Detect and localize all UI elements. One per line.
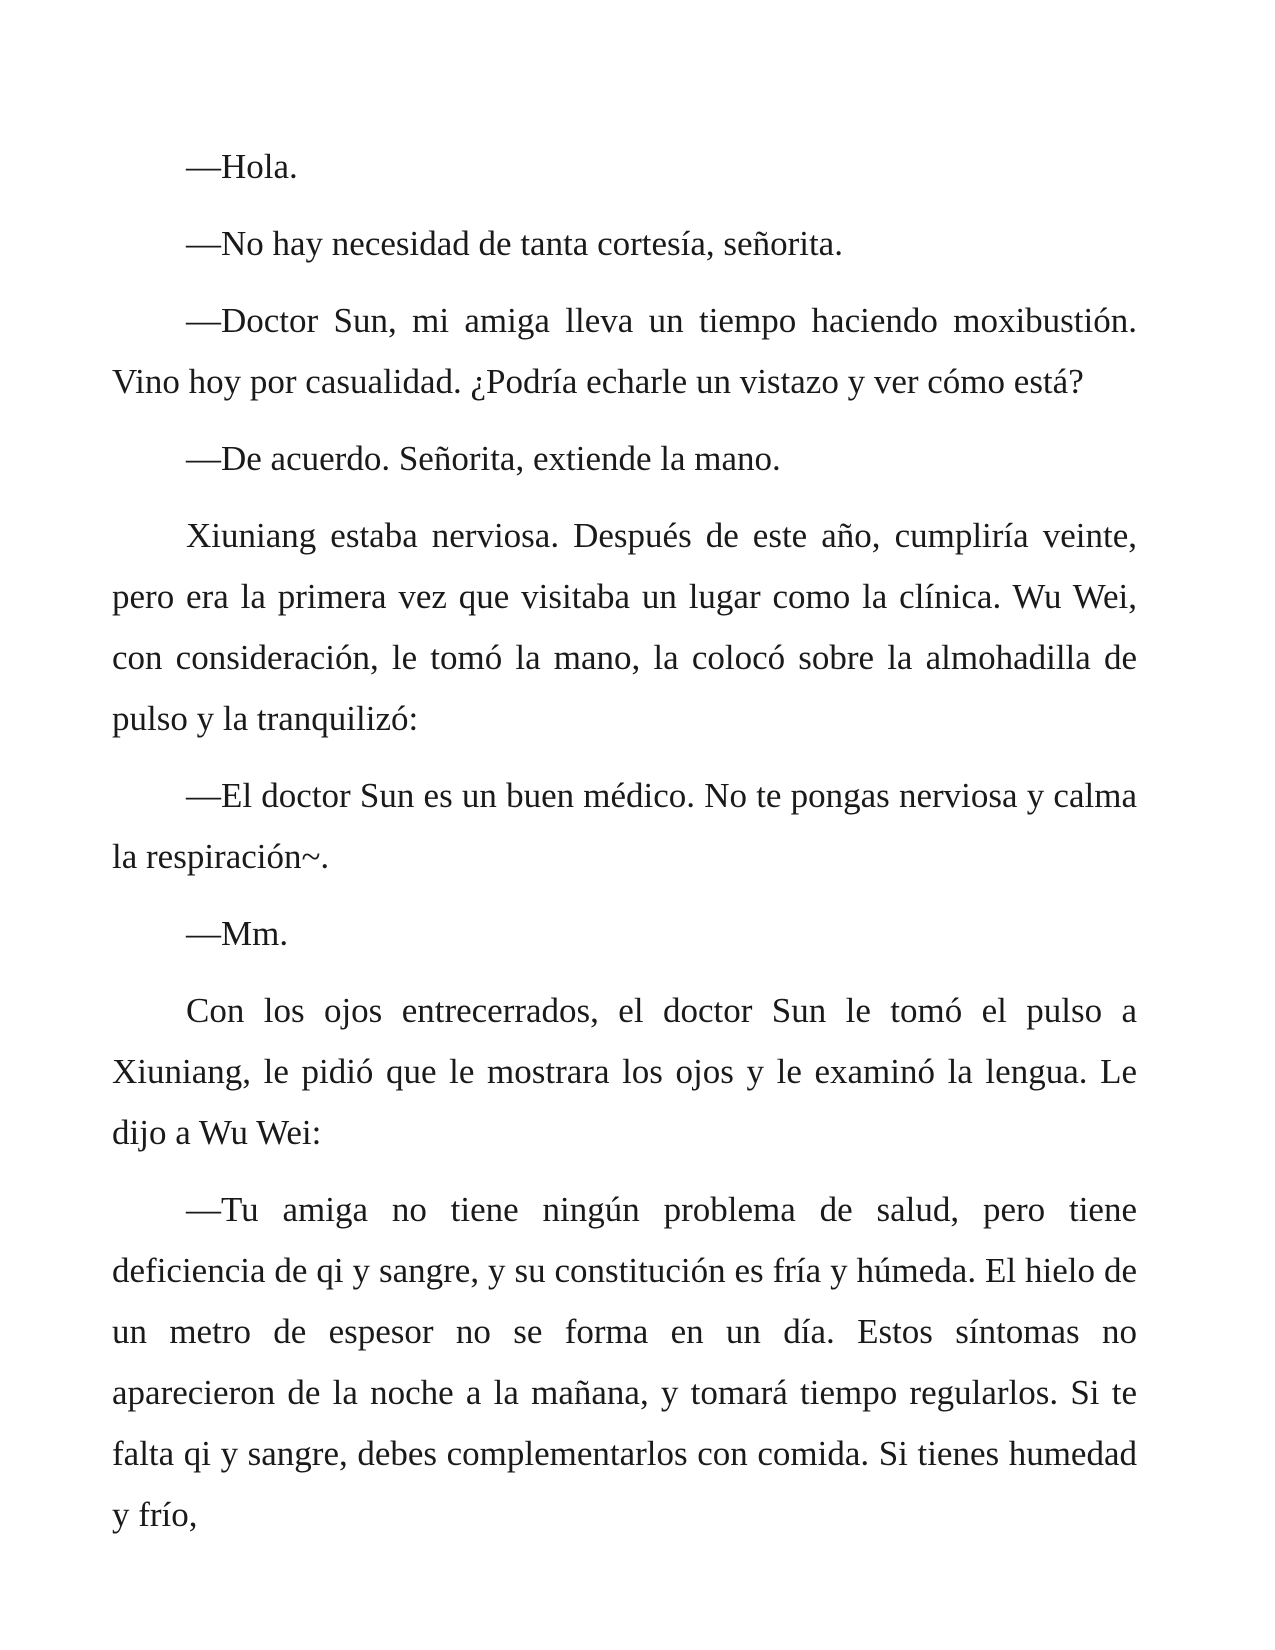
paragraph-reassurance: —El doctor Sun es un buen médico. No te pongas nerviosa y calma la respiración~. [112, 776, 1137, 876]
paragraph-agreement: —De acuerdo. Señorita, extiende la mano. [186, 439, 781, 478]
paragraph-courtesy: —No hay necesidad de tanta cortesía, señorita. [186, 224, 843, 263]
paragraph-diagnosis: —Tu amiga no tiene ningún problema de salud, pero tiene deficiencia de qi y sangre, y su constitución es fría y húmeda. El hielo de un metro de espesor no se forma en un día. Estos síntomas no aparecieron de la noche a la mañana, y tomará tiempo regularlos. Si te falta qi y sangre, debes complementarlos con comida. Si tienes humedad y frío, [112, 1190, 1137, 1534]
body-text [112, 136, 1137, 1561]
paragraph-greeting: —Hola. [186, 147, 298, 186]
paragraph-narration-exam: Con los ojos entrecerrados, el doctor Sun le tomó el pulso a Xiuniang, le pidió que le mostrara los ojos y le examinó la lengua. Le dijo a Wu Wei: [112, 991, 1137, 1152]
paragraph-request: —Doctor Sun, mi amiga lleva un tiempo haciendo moxibustión. Vino hoy por casualidad. ¿Podría echarle un vistazo y ver cómo está? [112, 301, 1137, 401]
paragraph-narration-nervous: Xiuniang estaba nerviosa. Después de este año, cumpliría veinte, pero era la primera vez que visitaba un lugar como la clínica. Wu Wei, con consideración, le tomó la mano, la colocó sobre la almohadilla de pulso y la tranquilizó: [112, 516, 1137, 738]
paragraph-reply: —Mm. [186, 914, 289, 953]
